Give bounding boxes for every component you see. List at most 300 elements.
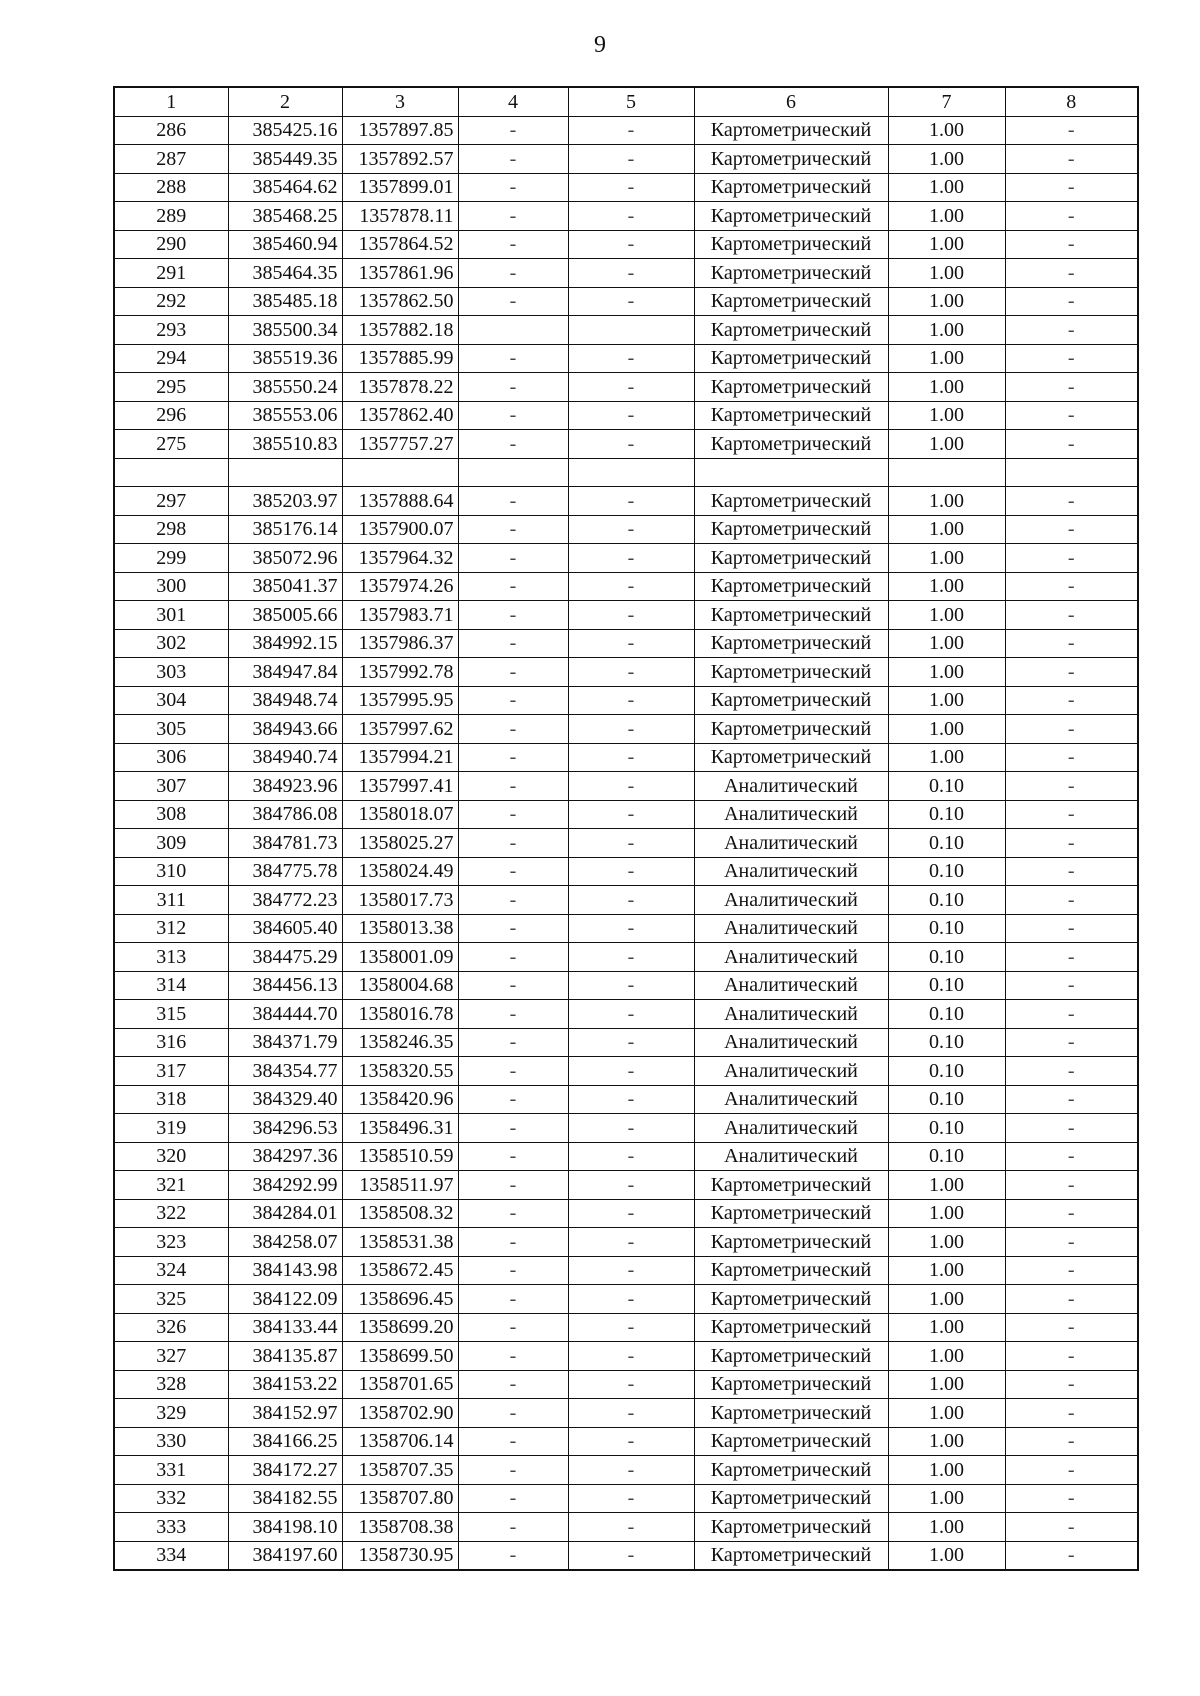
accuracy-cell: 1.00 xyxy=(888,173,1005,202)
col-8-cell: - xyxy=(1005,1000,1138,1029)
y-coordinate-cell: 1358730.95 xyxy=(342,1541,458,1570)
table-row xyxy=(114,943,1138,972)
col-5-cell: - xyxy=(568,259,694,288)
col-8-cell: - xyxy=(1005,857,1138,886)
col-4-cell: - xyxy=(458,857,568,886)
x-coordinate-cell: 384940.74 xyxy=(228,743,342,772)
y-coordinate-cell: 1358699.50 xyxy=(342,1342,458,1371)
col-8-cell: - xyxy=(1005,829,1138,858)
col-4-cell: - xyxy=(458,344,568,373)
header-cell: 8 xyxy=(1005,87,1138,116)
table-row xyxy=(114,829,1138,858)
method-cell: Картометрический xyxy=(694,344,888,373)
point-number-cell: 312 xyxy=(114,914,228,943)
accuracy-cell: 1.00 xyxy=(888,515,1005,544)
table-row xyxy=(114,772,1138,801)
header-cell: 6 xyxy=(694,87,888,116)
x-coordinate-cell: 384143.98 xyxy=(228,1256,342,1285)
x-coordinate-cell: 384371.79 xyxy=(228,1028,342,1057)
col-8-cell: - xyxy=(1005,1256,1138,1285)
table-row xyxy=(114,914,1138,943)
y-coordinate-cell: 1358001.09 xyxy=(342,943,458,972)
col-5-cell: - xyxy=(568,572,694,601)
table-row xyxy=(114,1142,1138,1171)
y-coordinate-cell: 1358702.90 xyxy=(342,1399,458,1428)
y-coordinate-cell: 1358013.38 xyxy=(342,914,458,943)
y-coordinate-cell: 1358018.07 xyxy=(342,800,458,829)
col-4-cell: - xyxy=(458,1057,568,1086)
y-coordinate-cell: 1358511.97 xyxy=(342,1171,458,1200)
method-cell: Аналитический xyxy=(694,1142,888,1171)
table-row xyxy=(114,601,1138,630)
method-cell: Картометрический xyxy=(694,686,888,715)
table-row xyxy=(114,1313,1138,1342)
method-cell: Картометрический xyxy=(694,658,888,687)
x-coordinate-cell: 385485.18 xyxy=(228,287,342,316)
accuracy-cell: 1.00 xyxy=(888,1541,1005,1570)
table-row xyxy=(114,145,1138,174)
col-8-cell xyxy=(1005,458,1138,487)
table-row xyxy=(114,1456,1138,1485)
accuracy-cell: 1.00 xyxy=(888,116,1005,145)
accuracy-cell: 0.10 xyxy=(888,1142,1005,1171)
y-coordinate-cell: 1357897.85 xyxy=(342,116,458,145)
col-8-cell: - xyxy=(1005,259,1138,288)
table-row xyxy=(114,1342,1138,1371)
point-number-cell: 327 xyxy=(114,1342,228,1371)
header-cell: 3 xyxy=(342,87,458,116)
accuracy-cell: 1.00 xyxy=(888,316,1005,345)
y-coordinate-cell: 1358701.65 xyxy=(342,1370,458,1399)
x-coordinate-cell: 384297.36 xyxy=(228,1142,342,1171)
header-cell: 1 xyxy=(114,87,228,116)
x-coordinate-cell: 384329.40 xyxy=(228,1085,342,1114)
y-coordinate-cell: 1357892.57 xyxy=(342,145,458,174)
col-4-cell: - xyxy=(458,1000,568,1029)
y-coordinate-cell: 1358025.27 xyxy=(342,829,458,858)
col-8-cell: - xyxy=(1005,1199,1138,1228)
accuracy-cell: 1.00 xyxy=(888,344,1005,373)
col-4-cell: - xyxy=(458,1285,568,1314)
col-4-cell: - xyxy=(458,1456,568,1485)
col-5-cell: - xyxy=(568,1342,694,1371)
x-coordinate-cell: 385464.62 xyxy=(228,173,342,202)
x-coordinate-cell: 384992.15 xyxy=(228,629,342,658)
method-cell: Картометрический xyxy=(694,515,888,544)
method-cell: Картометрический xyxy=(694,316,888,345)
col-8-cell: - xyxy=(1005,1399,1138,1428)
point-number-cell: 292 xyxy=(114,287,228,316)
y-coordinate-cell: 1358707.35 xyxy=(342,1456,458,1485)
col-4-cell: - xyxy=(458,173,568,202)
col-5-cell: - xyxy=(568,1057,694,1086)
point-number-cell: 289 xyxy=(114,202,228,231)
point-number-cell: 324 xyxy=(114,1256,228,1285)
point-number-cell: 296 xyxy=(114,401,228,430)
col-5-cell: - xyxy=(568,1484,694,1513)
col-4-cell: - xyxy=(458,715,568,744)
y-coordinate-cell: 1357878.22 xyxy=(342,373,458,402)
col-4-cell: - xyxy=(458,1427,568,1456)
col-4-cell: - xyxy=(458,772,568,801)
x-coordinate-cell: 384475.29 xyxy=(228,943,342,972)
method-cell: Картометрический xyxy=(694,487,888,516)
point-number-cell: 325 xyxy=(114,1285,228,1314)
table-row xyxy=(114,173,1138,202)
y-coordinate-cell: 1357997.62 xyxy=(342,715,458,744)
x-coordinate-cell: 385460.94 xyxy=(228,230,342,259)
x-coordinate-cell: 385500.34 xyxy=(228,316,342,345)
x-coordinate-cell: 384292.99 xyxy=(228,1171,342,1200)
col-4-cell: - xyxy=(458,800,568,829)
col-8-cell: - xyxy=(1005,1342,1138,1371)
table-row xyxy=(114,1256,1138,1285)
method-cell: Картометрический xyxy=(694,544,888,573)
col-4-cell: - xyxy=(458,373,568,402)
col-5-cell: - xyxy=(568,857,694,886)
point-number-cell: 330 xyxy=(114,1427,228,1456)
y-coordinate-cell: 1358672.45 xyxy=(342,1256,458,1285)
col-4-cell: - xyxy=(458,287,568,316)
y-coordinate-cell: 1358708.38 xyxy=(342,1513,458,1542)
col-5-cell: - xyxy=(568,1513,694,1542)
col-5-cell: - xyxy=(568,1114,694,1143)
col-4-cell: - xyxy=(458,401,568,430)
method-cell: Картометрический xyxy=(694,715,888,744)
col-5-cell: - xyxy=(568,344,694,373)
col-5-cell: - xyxy=(568,1285,694,1314)
x-coordinate-cell: 385041.37 xyxy=(228,572,342,601)
col-4-cell: - xyxy=(458,1142,568,1171)
point-number-cell: 291 xyxy=(114,259,228,288)
y-coordinate-cell: 1357964.32 xyxy=(342,544,458,573)
col-5-cell: - xyxy=(568,1313,694,1342)
col-5-cell: - xyxy=(568,1427,694,1456)
point-number-cell: 299 xyxy=(114,544,228,573)
col-5-cell: - xyxy=(568,1399,694,1428)
table-row xyxy=(114,1285,1138,1314)
method-cell: Картометрический xyxy=(694,1456,888,1485)
accuracy-cell: 1.00 xyxy=(888,1399,1005,1428)
table-row xyxy=(114,1028,1138,1057)
table-row xyxy=(114,430,1138,459)
y-coordinate-cell: 1357992.78 xyxy=(342,658,458,687)
x-coordinate-cell: 385468.25 xyxy=(228,202,342,231)
col-4-cell: - xyxy=(458,914,568,943)
col-5-cell: - xyxy=(568,914,694,943)
table-body xyxy=(114,116,1138,1570)
point-number-cell: 304 xyxy=(114,686,228,715)
point-number-cell: 334 xyxy=(114,1541,228,1570)
accuracy-cell: 1.00 xyxy=(888,1456,1005,1485)
col-4-cell: - xyxy=(458,544,568,573)
point-number-cell: 332 xyxy=(114,1484,228,1513)
method-cell: Картометрический xyxy=(694,1199,888,1228)
accuracy-cell: 1.00 xyxy=(888,1370,1005,1399)
col-5-cell: - xyxy=(568,430,694,459)
accuracy-cell: 1.00 xyxy=(888,601,1005,630)
col-5-cell: - xyxy=(568,1142,694,1171)
accuracy-cell: 1.00 xyxy=(888,1256,1005,1285)
col-4-cell: - xyxy=(458,1342,568,1371)
x-coordinate-cell: 384198.10 xyxy=(228,1513,342,1542)
col-5-cell: - xyxy=(568,1171,694,1200)
point-number-cell: 317 xyxy=(114,1057,228,1086)
method-cell: Картометрический xyxy=(694,629,888,658)
method-cell: Картометрический xyxy=(694,1541,888,1570)
y-coordinate-cell: 1358706.14 xyxy=(342,1427,458,1456)
table-row xyxy=(114,1228,1138,1257)
y-coordinate-cell: 1357986.37 xyxy=(342,629,458,658)
accuracy-cell: 0.10 xyxy=(888,914,1005,943)
col-8-cell: - xyxy=(1005,572,1138,601)
point-number-cell: 303 xyxy=(114,658,228,687)
point-number-cell: 308 xyxy=(114,800,228,829)
accuracy-cell: 0.10 xyxy=(888,943,1005,972)
accuracy-cell: 0.10 xyxy=(888,857,1005,886)
y-coordinate-cell: 1357862.40 xyxy=(342,401,458,430)
table-row xyxy=(114,1085,1138,1114)
x-coordinate-cell: 384444.70 xyxy=(228,1000,342,1029)
x-coordinate-cell: 384772.23 xyxy=(228,886,342,915)
y-coordinate-cell: 1357757.27 xyxy=(342,430,458,459)
y-coordinate-cell: 1358531.38 xyxy=(342,1228,458,1257)
y-coordinate-cell: 1358420.96 xyxy=(342,1085,458,1114)
col-5-cell: - xyxy=(568,173,694,202)
col-5-cell: - xyxy=(568,601,694,630)
point-number-cell: 331 xyxy=(114,1456,228,1485)
x-coordinate-cell: 384258.07 xyxy=(228,1228,342,1257)
col-8-cell: - xyxy=(1005,1427,1138,1456)
col-5-cell xyxy=(568,316,694,345)
accuracy-cell: 1.00 xyxy=(888,373,1005,402)
col-4-cell: - xyxy=(458,1228,568,1257)
accuracy-cell: 1.00 xyxy=(888,1313,1005,1342)
method-cell: Аналитический xyxy=(694,829,888,858)
table-header xyxy=(114,87,1138,116)
method-cell: Аналитический xyxy=(694,971,888,1000)
col-4-cell: - xyxy=(458,829,568,858)
point-number-cell: 314 xyxy=(114,971,228,1000)
table-row xyxy=(114,1399,1138,1428)
method-cell: Картометрический xyxy=(694,572,888,601)
col-8-cell: - xyxy=(1005,1285,1138,1314)
x-coordinate-cell: 385176.14 xyxy=(228,515,342,544)
method-cell: Картометрический xyxy=(694,230,888,259)
col-4-cell: - xyxy=(458,886,568,915)
col-8-cell: - xyxy=(1005,116,1138,145)
method-cell: Картометрический xyxy=(694,1484,888,1513)
point-number-cell: 326 xyxy=(114,1313,228,1342)
method-cell: Картометрический xyxy=(694,743,888,772)
col-5-cell: - xyxy=(568,772,694,801)
point-number-cell: 307 xyxy=(114,772,228,801)
col-4-cell: - xyxy=(458,1370,568,1399)
col-4-cell: - xyxy=(458,971,568,1000)
accuracy-cell: 1.00 xyxy=(888,430,1005,459)
method-cell: Картометрический xyxy=(694,430,888,459)
col-4-cell: - xyxy=(458,572,568,601)
accuracy-cell: 0.10 xyxy=(888,886,1005,915)
y-coordinate-cell: 1358510.59 xyxy=(342,1142,458,1171)
x-coordinate-cell: 384781.73 xyxy=(228,829,342,858)
col-4-cell: - xyxy=(458,202,568,231)
method-cell: Картометрический xyxy=(694,1399,888,1428)
col-4-cell: - xyxy=(458,1171,568,1200)
x-coordinate-cell: 384133.44 xyxy=(228,1313,342,1342)
point-number-cell: 286 xyxy=(114,116,228,145)
col-5-cell: - xyxy=(568,629,694,658)
point-number-cell: 318 xyxy=(114,1085,228,1114)
method-cell: Картометрический xyxy=(694,373,888,402)
x-coordinate-cell: 385553.06 xyxy=(228,401,342,430)
point-number-cell: 333 xyxy=(114,1513,228,1542)
col-5-cell: - xyxy=(568,658,694,687)
method-cell: Аналитический xyxy=(694,1000,888,1029)
table-row xyxy=(114,1513,1138,1542)
table-row xyxy=(114,544,1138,573)
y-coordinate-cell: 1358699.20 xyxy=(342,1313,458,1342)
method-cell: Картометрический xyxy=(694,1370,888,1399)
y-coordinate-cell: 1358496.31 xyxy=(342,1114,458,1143)
header-cell: 7 xyxy=(888,87,1005,116)
col-8-cell: - xyxy=(1005,316,1138,345)
accuracy-cell: 0.10 xyxy=(888,800,1005,829)
method-cell: Картометрический xyxy=(694,259,888,288)
accuracy-cell: 1.00 xyxy=(888,1199,1005,1228)
col-8-cell: - xyxy=(1005,145,1138,174)
x-coordinate-cell: 384943.66 xyxy=(228,715,342,744)
col-8-cell: - xyxy=(1005,886,1138,915)
method-cell: Картометрический xyxy=(694,1427,888,1456)
table-row xyxy=(114,629,1138,658)
col-4-cell xyxy=(458,316,568,345)
accuracy-cell: 0.10 xyxy=(888,1057,1005,1086)
method-cell: Картометрический xyxy=(694,1342,888,1371)
col-4-cell: - xyxy=(458,1313,568,1342)
table-row xyxy=(114,1000,1138,1029)
point-number-cell: 313 xyxy=(114,943,228,972)
method-cell: Картометрический xyxy=(694,116,888,145)
col-4-cell: - xyxy=(458,658,568,687)
accuracy-cell: 0.10 xyxy=(888,1114,1005,1143)
x-coordinate-cell: 384122.09 xyxy=(228,1285,342,1314)
col-8-cell: - xyxy=(1005,515,1138,544)
y-coordinate-cell: 1357900.07 xyxy=(342,515,458,544)
col-5-cell: - xyxy=(568,1370,694,1399)
accuracy-cell xyxy=(888,458,1005,487)
method-cell: Картометрический xyxy=(694,202,888,231)
accuracy-cell: 0.10 xyxy=(888,829,1005,858)
accuracy-cell: 0.10 xyxy=(888,1000,1005,1029)
col-4-cell: - xyxy=(458,743,568,772)
x-coordinate-cell: 385072.96 xyxy=(228,544,342,573)
col-5-cell: - xyxy=(568,373,694,402)
y-coordinate-cell: 1358004.68 xyxy=(342,971,458,1000)
table-row xyxy=(114,1199,1138,1228)
col-8-cell: - xyxy=(1005,1484,1138,1513)
accuracy-cell: 1.00 xyxy=(888,287,1005,316)
method-cell: Аналитический xyxy=(694,914,888,943)
method-cell: Картометрический xyxy=(694,1256,888,1285)
col-5-cell: - xyxy=(568,487,694,516)
y-coordinate-cell xyxy=(342,458,458,487)
col-4-cell: - xyxy=(458,515,568,544)
table-row xyxy=(114,1057,1138,1086)
col-4-cell: - xyxy=(458,1513,568,1542)
point-number-cell: 316 xyxy=(114,1028,228,1057)
point-number-cell: 328 xyxy=(114,1370,228,1399)
accuracy-cell: 1.00 xyxy=(888,230,1005,259)
x-coordinate-cell: 384152.97 xyxy=(228,1399,342,1428)
x-coordinate-cell: 384605.40 xyxy=(228,914,342,943)
header-cell: 2 xyxy=(228,87,342,116)
method-cell: Аналитический xyxy=(694,1028,888,1057)
x-coordinate-cell: 384166.25 xyxy=(228,1427,342,1456)
col-8-cell: - xyxy=(1005,1171,1138,1200)
table-row xyxy=(114,857,1138,886)
y-coordinate-cell: 1358707.80 xyxy=(342,1484,458,1513)
accuracy-cell: 1.00 xyxy=(888,401,1005,430)
point-number-cell: 295 xyxy=(114,373,228,402)
col-4-cell: - xyxy=(458,943,568,972)
col-8-cell: - xyxy=(1005,658,1138,687)
col-8-cell: - xyxy=(1005,344,1138,373)
col-8-cell: - xyxy=(1005,971,1138,1000)
col-8-cell: - xyxy=(1005,1513,1138,1542)
table-row xyxy=(114,971,1138,1000)
col-4-cell: - xyxy=(458,145,568,174)
y-coordinate-cell: 1358246.35 xyxy=(342,1028,458,1057)
y-coordinate-cell: 1357861.96 xyxy=(342,259,458,288)
y-coordinate-cell: 1357862.50 xyxy=(342,287,458,316)
y-coordinate-cell: 1357997.41 xyxy=(342,772,458,801)
table-row xyxy=(114,572,1138,601)
col-4-cell: - xyxy=(458,1484,568,1513)
col-4-cell: - xyxy=(458,430,568,459)
accuracy-cell: 1.00 xyxy=(888,1171,1005,1200)
point-number-cell: 301 xyxy=(114,601,228,630)
table-row xyxy=(114,686,1138,715)
col-5-cell: - xyxy=(568,1456,694,1485)
point-number-cell: 310 xyxy=(114,857,228,886)
table-row xyxy=(114,1370,1138,1399)
accuracy-cell: 1.00 xyxy=(888,629,1005,658)
point-number-cell: 290 xyxy=(114,230,228,259)
col-4-cell: - xyxy=(458,259,568,288)
table-row xyxy=(114,715,1138,744)
point-number-cell: 322 xyxy=(114,1199,228,1228)
col-5-cell: - xyxy=(568,287,694,316)
col-5-cell: - xyxy=(568,1028,694,1057)
point-number-cell: 300 xyxy=(114,572,228,601)
col-8-cell: - xyxy=(1005,1114,1138,1143)
x-coordinate-cell: 384947.84 xyxy=(228,658,342,687)
method-cell: Картометрический xyxy=(694,1513,888,1542)
col-4-cell: - xyxy=(458,230,568,259)
col-8-cell: - xyxy=(1005,1370,1138,1399)
header-cell: 5 xyxy=(568,87,694,116)
header-row xyxy=(114,87,1138,116)
col-8-cell: - xyxy=(1005,1142,1138,1171)
col-5-cell: - xyxy=(568,515,694,544)
x-coordinate-cell: 385550.24 xyxy=(228,373,342,402)
col-5-cell: - xyxy=(568,116,694,145)
col-4-cell: - xyxy=(458,1085,568,1114)
col-5-cell: - xyxy=(568,1256,694,1285)
col-5-cell: - xyxy=(568,1541,694,1570)
col-4-cell: - xyxy=(458,601,568,630)
